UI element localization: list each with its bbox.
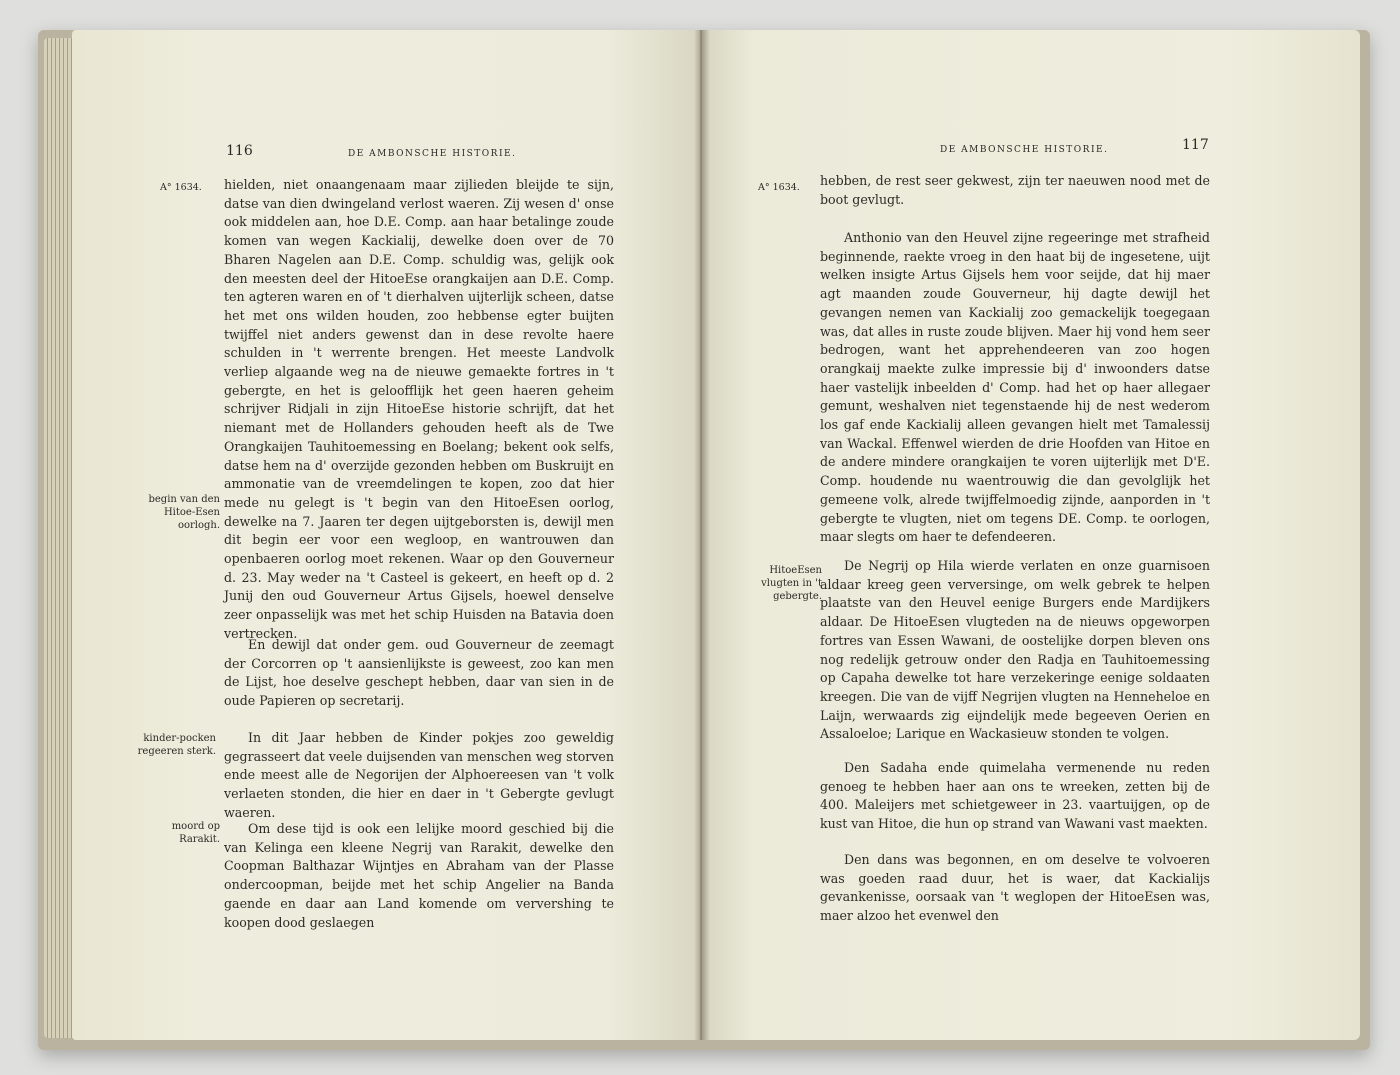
right-running-head: DE AMBONSCHE HISTORIE.	[940, 145, 1109, 155]
left-paragraph-3: In dit Jaar hebben de Kinder pokjes zoo geweldig gegrasseert dat veele duijsenden van menschen weg storven ende meest alle de Negorijen der Alphoereesen van 't volk verlaeten stonden, die hier en daer in 't Gebergte gevlugt waeren.	[224, 730, 614, 820]
margin-note-moord: moord op Rarakit.	[171, 821, 220, 845]
left-paragraph-4: Om dese tijd is ook een lelijke moord geschied bij die van Kelinga een kleene Negrij van Rarakit, dewelke den Coopman Balthazar Wijntjes en Abraham van der Plasse ondercoopman, beijde met het schip Angelier na Banda gaende en daar aan Land komende om ververshing te koopen dood geslaegen	[224, 821, 614, 930]
left-page-number: 116	[226, 143, 253, 159]
left-paragraph-1: hielden, niet onaangenaam maar zijlieden bleijde te sijn, datse van dien dwingeland verlost waeren. Zij wesen d' onse ook middelen aan, hoe D.E. Comp. aan haar betalinge zoude komen van wegen Kackialij, dewelke doen over de 70 Bharen Nagelen aan D.E. Comp. schuldig was, gelijk ook den meesten deel der HitoeEse orangkaijen aan D.E. Comp. ten agteren waren en of 't dierhalven uijterlijk scheen, datse het met ons wilden houden, zoo hebbense egter buijten twijffel niet anders gewenst dan in dese revolte haere schulden in 't werrente brengen. Het meeste Landvolk verliep algaande weg na de nieuwe gemaekte fortres in 't gebergte, en het is geloofflijk het geen haeren geheim schrijver Ridjali in zijn HitoeEse historie schrijft, dat het niemant met de Hollanders gehouden heeft als de Twe Orangkaijen Tauhitoemessing en Boelang; bekent ook selfs, datse hem na d' overzijde gezonden hebben om Buskruijt en ammonatie van de vreemdelingen te kopen, zoo dat hier mede nu gelegt is 't begin van den HitoeEsen oorlog, dewelke na 7. Jaaren ter degen uijtgeborsten is, dewijl men dit begin eer voor een wegloop, en wantrouwen dan openbaeren oorlog moet rekenen. Waar op den Gouverneur d. 23. May weder na 't Casteel is gekeert, en heeft op d. 2 Junij den oud Gouverneur Artus Gijsels, hoewel denselve zeer onpasselijk was met het schip Huisden na Batavia doen vertrecken.	[224, 177, 614, 641]
margin-note-begin-oorlog: begin van den Hitoe-Esen oorlogh.	[148, 494, 220, 531]
left-running-head: DE AMBONSCHE HISTORIE.	[348, 149, 517, 159]
right-page-number: 117	[1182, 137, 1209, 153]
left-paragraph-2: En dewijl dat onder gem. oud Gouverneur de zeemagt der Corcorren op 't aansienlijkste is geweest, zoo kan men de Lijst, hoe deselve geschept hebben, daar van sien in de oude Papieren op secretarij.	[224, 637, 614, 709]
right-body-1	[820, 172, 1210, 209]
margin-note-vlugten: HitoeEsen vlugten in 't gebergte.	[761, 565, 822, 602]
page-edges	[44, 38, 74, 1038]
right-year: A° 1634.	[758, 182, 800, 193]
left-body-1	[224, 176, 614, 644]
right-paragraph-5: Den dans was begonnen, en om deselve te volvoeren was goeden raad duur, het is waer, dat Kackialijs gevankenisse, oorsaak van 't weglopen der HitoeEsen was, maer alzoo het evenwel den	[820, 852, 1210, 924]
left-body-2	[224, 636, 614, 711]
left-year: A° 1634.	[160, 182, 202, 193]
right-body-3	[820, 557, 1210, 744]
right-body-5	[820, 851, 1210, 926]
right-paragraph-2: Anthonio van den Heuvel zijne regeeringe met strafheid beginnende, raekte vroeg in den haat bij de ingesetene, uijt welken insigte Artus Gijsels hem voor seijde, dat hij maer agt maanden zoude Gouverneur, hij dagte dewijl het gevangen nemen van Kackialij zoo gemackelijk toegegaan was, dat alles in ruste zoude blijven. Maer hij vond hem seer bedrogen, want het apprehendeeren van zoo hogen orangkaij maekte zulke impressie bij d' inwoonders datse haer vastelijk inbeelden d' Comp. had het op haer allegaer gemunt, weshalven niet tegenstaende hij de nest wederom los gaf ende Kackialij alleen gevangen hielt met Tamalessij van Wackal. Effenwel wierden de drie Hoofden van Hitoe en de andere mindere orangkaijen te voren uijterlijk met D'E. Comp. houdende nu waentrouwig die dan gevolglijk het gemeene volk, alrede twijffelmoedig zijnde, aanporden in 't gebergte te vlugten, niet om tegens DE. Comp. te oorlogen, maar slegts om haer te defendeeren.	[820, 230, 1210, 545]
left-body-4	[224, 820, 614, 932]
left-body-3	[224, 729, 614, 823]
right-body-2	[820, 229, 1210, 547]
right-paragraph-4: Den Sadaha ende quimelaha vermenende nu reden genoeg te hebben haer aan ons te wreeken, zetten bij de 400. Maleijers met schietgeweer in 23. vaartuijgen, op de kust van Hitoe, die hun op strand van Wawani vast maekten.	[820, 760, 1210, 832]
right-body-4	[820, 759, 1210, 834]
right-paragraph-3: De Negrij op Hila wierde verlaten en onze guarnisoen aldaar kreeg geen verversinge, om welk gebrek te helpen plaatste van den Heuvel eenige Burgers ende Mardijkers aldaar. De HitoeEsen vlugteden na de nieuws opgeworpen fortres van Essen Wawani, de oostelijke dorpen bleven ons nog redelijk getrouw onder den Radja en Tauhitoemessing op Capaha dewelke tot hare verzekeringe eenige soldaaten kreegen. Die van de vijff Negrijen vlugten na Henneheloe en Laijn, werwaards zig eijndelijk mede begeeven Oerien en Assaloeloe; Larique en Wackasieuw stonden te volgen.	[820, 558, 1210, 742]
right-paragraph-1: hebben, de rest seer gekwest, zijn ter naeuwen nood met de boot gevlugt.	[820, 173, 1210, 207]
book-gutter	[694, 30, 710, 1040]
margin-note-kinderpocken: kinder-pocken regeeren sterk.	[137, 733, 216, 757]
